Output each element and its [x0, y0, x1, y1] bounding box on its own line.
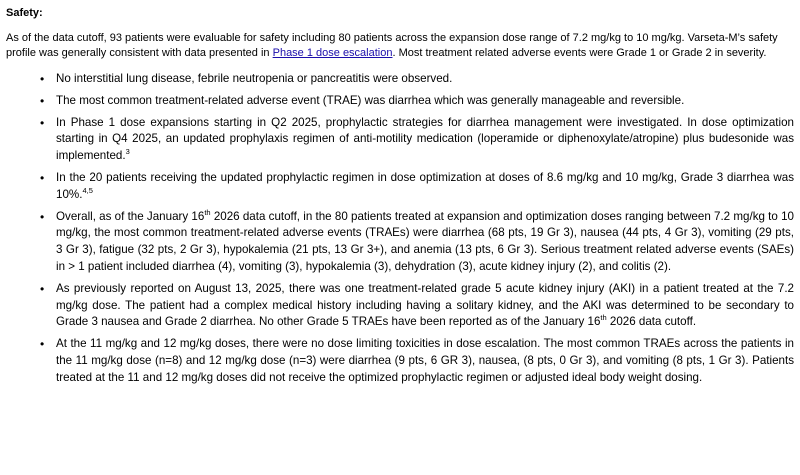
phase1-dose-escalation-link[interactable]: Phase 1 dose escalation [272, 47, 393, 59]
intro-text: As of the data cutoff, 93 patients were evaluable for safety including 80 patients across the expansion dose range of 7.2 mg/kg to 10 mg/kg. Varseta-M’s safety profile was generally consistent with data presented in [6, 32, 778, 59]
bullet-text-cont: 2026 data cutoff, in the 80 patients treated at expansion and optimization doses ranging between 7.2 mg/kg to 10 mg/kg, the most common treatment-related adverse events (TRAEs) were diarrhea (68 pts, 19 Gr 3), nausea (44 pts, 4 Gr 3), vomiting (29 pts, 3 Gr 3), fatigue (32 pts, 2 Gr 3), hypokalemia (21 pts, 13 Gr 3+), and anemia (13 pts, 6 Gr 3). Serious treatment related adverse events (SAEs) in > 1 patient included diarrhea (4), vomiting (3), hypokalemia (3), dehydration (3), acute kidney injury (2), and colitis (2). [56, 209, 794, 273]
list-item [40, 71, 794, 88]
bullet-icon: • [40, 209, 45, 224]
bullet-icon: • [40, 72, 45, 86]
list-item [40, 336, 794, 386]
bullet-icon: • [40, 281, 45, 296]
ordinal-suffix: th [204, 207, 211, 217]
footnote-ref[interactable]: 3 [125, 147, 130, 157]
list-item [40, 207, 794, 276]
footnote-ref[interactable]: 4,5 [82, 185, 93, 195]
bullet-text: As previously reported on August 13, 2025, there was one treatment-related grade 5 acute kidney injury (AKI) in a patient treated at the 7.2 mg/kg dose. The patient had a complex medical history including having a solitary kidney, and the AKI was determined to be secondary to Grade 3 nausea and Grade 2 diarrhea. No other Grade 5 TRAEs have been reported as of the January 16 [56, 281, 794, 329]
bullet-icon: • [40, 170, 45, 185]
list-item [40, 115, 794, 165]
bullet-text: Overall, as of the January 16 [56, 209, 205, 223]
bullet-text: At the 11 mg/kg and 12 mg/kg doses, there were no dose limiting toxicities in dose escalation. The most common TRAEs across the patients in the 11 mg/kg dose (n=8) and 12 mg/kg dose (n=3) were diarrhea (9 pts, 6 GR 3), nausea, (8 pts, 0 Gr 3), and vomiting (8 pts, 1 Gr 3). Patients treated at the 11 and 12 mg/kg doses did not receive the optimized prophylactic regimen or adjusted ideal body weight dosing. [56, 337, 794, 384]
bullet-icon: • [40, 93, 45, 108]
bullet-text: No interstitial lung disease, febrile neutropenia or pancreatitis were observed. [56, 72, 453, 85]
section-heading: Safety: [6, 7, 43, 19]
list-item [40, 170, 794, 204]
bullet-text: In the 20 patients receiving the updated prophylactic regimen in dose optimization at doses of 8.6 mg/kg and 10 mg/kg, Grade 3 diarrhea was 10%. [56, 170, 794, 201]
bullet-icon: • [40, 337, 45, 352]
bullet-text: In Phase 1 dose expansions starting in Q2 2025, prophylactic strategies for diarrhea management were investigated. In dose optimization starting in Q4 2025, an updated prophylaxis regimen of anti-motility medication (loperamide or diphenoxylate/atropine) plus budesonide was implemented. [56, 115, 794, 163]
bullet-text: The most common treatment-related adverse event (TRAE) was diarrhea which was generally manageable and reversible. [56, 93, 685, 107]
bullet-icon: • [40, 115, 45, 130]
list-item [40, 281, 794, 331]
ordinal-suffix: th [600, 313, 607, 323]
intro-paragraph [6, 31, 794, 61]
intro-text-end: . Most treatment related adverse events were Grade 1 or Grade 2 in severity. [392, 47, 767, 59]
list-item [40, 93, 794, 110]
bullet-text-cont: 2026 data cutoff. [606, 315, 697, 329]
safety-bullet-list [6, 71, 794, 387]
